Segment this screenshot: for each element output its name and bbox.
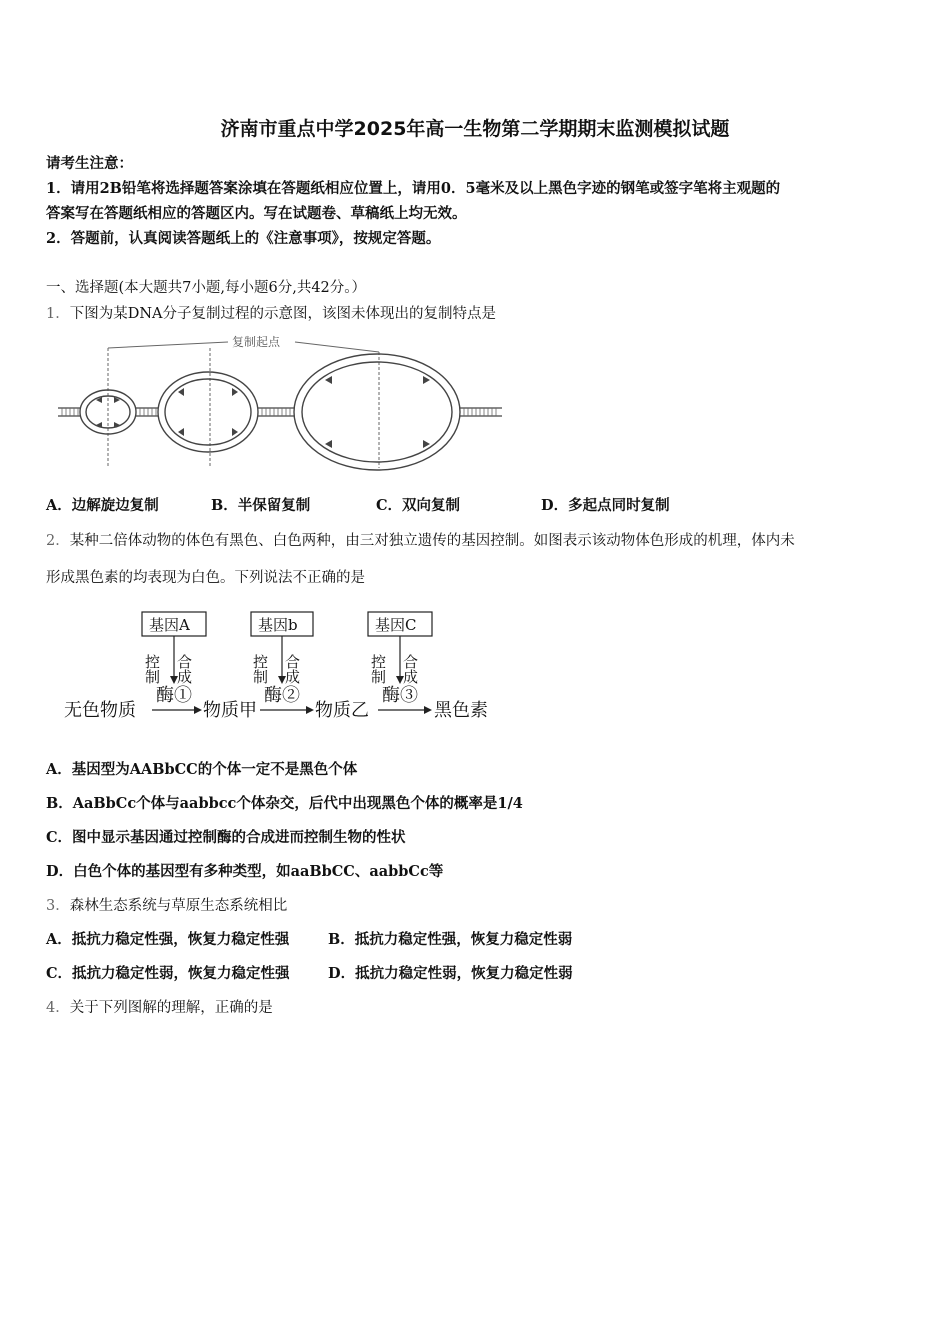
question-stem: 关于下列图解的理解，正确的是	[69, 1000, 273, 1016]
enzyme-3-label: 酶③	[382, 685, 418, 706]
enzyme-2-label: 酶②	[264, 685, 300, 706]
substance-yi: 物质乙	[315, 700, 369, 721]
section-heading: 一、选择题(本大题共7小题,每小题6分,共42分。）	[46, 280, 367, 296]
q2-option-a[interactable]: A．基因型为AABbCC的个体一定不是黑色个体	[46, 761, 358, 778]
gene-b-label: 基因b	[258, 616, 298, 634]
question-number: 2．	[46, 533, 70, 549]
question-number: 3．	[46, 898, 70, 914]
q3-option-d[interactable]: D．抵抗力稳定性弱，恢复力稳定性弱	[328, 965, 573, 982]
control-label-2: 控制	[251, 654, 269, 684]
synth-label-2: 合成	[283, 654, 301, 684]
option-c[interactable]: C．双向复制	[376, 497, 461, 514]
question-1	[46, 302, 496, 323]
substance-melanin: 黑色素	[434, 700, 488, 721]
notice-item-1-cont: 答案写在答题纸相应的答题区内。写在试题卷、草稿纸上均无效。	[46, 205, 467, 222]
notice-heading: 请考生注意：	[46, 155, 133, 172]
gene-a-label: 基因A	[149, 616, 190, 634]
control-label-1: 控制	[143, 654, 161, 684]
q2-option-d[interactable]: D．白色个体的基因型有多种类型，如aaBbCC、aabbCc等	[46, 863, 444, 880]
q3-option-c[interactable]: C．抵抗力稳定性弱，恢复力稳定性强	[46, 965, 290, 982]
page-title: 济南市重点中学2025年高一生物第二学期期末监测模拟试题	[220, 118, 730, 140]
question-stem: 下图为某DNA分子复制过程的示意图，该图未体现出的复制特点是	[69, 306, 497, 322]
question-stem: 森林生态系统与草原生态系统相比	[69, 898, 288, 914]
q2-option-b[interactable]: B．AaBbCc个体与aabbcc个体杂交，后代中出现黑色个体的概率是1/4	[46, 795, 523, 812]
notice-item-2: 2．答题前，认真阅读答题纸上的《注意事项》，按规定答题。	[46, 230, 441, 247]
substance-colorless: 无色物质	[64, 700, 136, 721]
origin-label: 复制起点	[232, 335, 281, 349]
substance-jia: 物质甲	[203, 700, 257, 721]
q2-option-c[interactable]: C．图中显示基因通过控制酶的合成进而控制生物的性状	[46, 829, 406, 846]
enzyme-1-label: 酶①	[156, 685, 192, 706]
dna-replication-diagram	[50, 330, 510, 475]
question-number: 4．	[46, 1000, 70, 1016]
gene-c-label: 基因C	[375, 616, 417, 634]
question-stem: 某种二倍体动物的体色有黑色、白色两种，由三对独立遗传的基因控制。如图表示该动物体色形成的机理，体内未	[69, 533, 795, 549]
control-label-3: 控制	[369, 654, 387, 684]
question-3	[46, 894, 287, 915]
question-2-stem-cont: 形成黑色素的均表现为白色。下列说法不正确的是	[46, 570, 365, 586]
synth-label-3: 合成	[401, 654, 419, 684]
question-number: 1．	[46, 306, 70, 322]
option-d[interactable]: D．多起点同时复制	[541, 497, 670, 514]
option-a[interactable]: A．边解旋边复制	[46, 497, 159, 514]
synth-label-1: 合成	[175, 654, 193, 684]
question-2	[46, 529, 795, 550]
notice-item-1: 1．请用2B铅笔将选择题答案涂填在答题纸相应位置上，请用0．5毫米及以上黑色字迹的钢笔或签字笔将主观题的	[46, 180, 781, 197]
option-b[interactable]: B．半保留复制	[211, 497, 311, 514]
q3-option-b[interactable]: B．抵抗力稳定性强，恢复力稳定性弱	[328, 931, 573, 948]
q3-option-a[interactable]: A．抵抗力稳定性强，恢复力稳定性强	[46, 931, 290, 948]
question-4	[46, 996, 273, 1017]
pigment-pathway-diagram	[60, 606, 510, 726]
